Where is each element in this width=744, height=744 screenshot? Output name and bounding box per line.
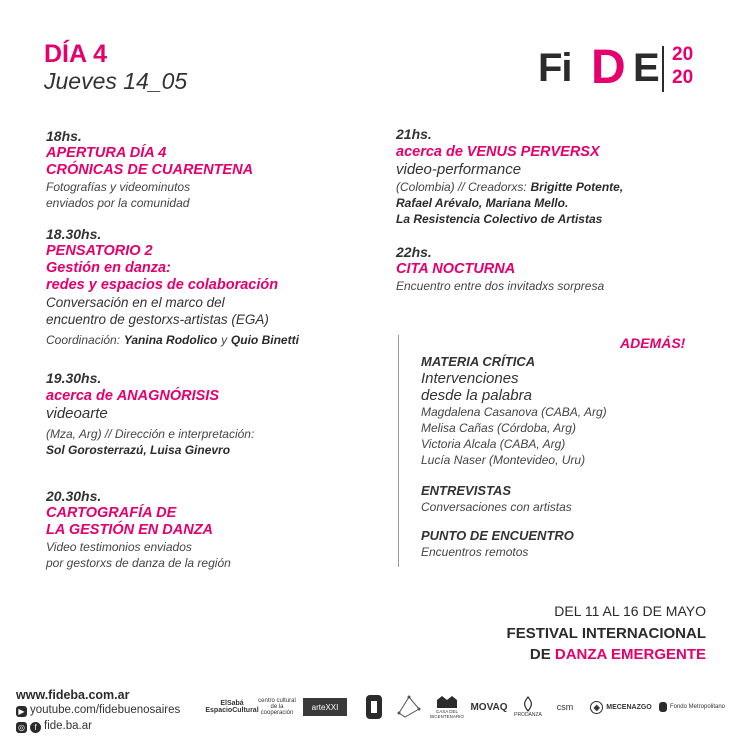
sponsor-logo [393, 692, 425, 722]
event-credit: Coordinación: Yanina Rodolico y Quio Binetti [46, 333, 299, 347]
sponsor-logo: arteXXI [303, 698, 347, 716]
fondo-icon [659, 702, 667, 712]
event-title-line: Gestión en danza: [46, 260, 171, 276]
flame-icon [520, 696, 536, 712]
day-date: Jueves 14_05 [44, 68, 188, 94]
event-credit-line: (Colombia) // Creadorxs: Brigitte Potente, [396, 180, 624, 194]
event-time: 20.30hs. [46, 488, 102, 504]
social-link[interactable]: ◎ f fide.ba.ar [18, 720, 92, 732]
event-title-line: redes y espacios de colaboración [46, 277, 279, 293]
star-network-icon [395, 693, 423, 721]
sponsor-logo: MOVAQ [470, 701, 508, 713]
punto-de-encuentro [421, 527, 574, 560]
mecenazgo-icon: ◈ [590, 701, 603, 714]
sponsor-logo: ElSabá EspacioCultural [205, 700, 259, 714]
event-desc-line: enviados por la comunidad [46, 196, 190, 210]
section-divider [398, 335, 399, 567]
section-title: ENTREVISTAS [421, 483, 512, 498]
festival-dates: DEL 11 AL 16 DE MAYO [554, 603, 706, 619]
event-time: 18.30hs. [46, 226, 102, 242]
event-time: 21hs. [396, 126, 432, 142]
section-desc: Conversaciones con artistas [421, 500, 572, 514]
event-time: 18hs. [46, 128, 82, 144]
instagram-icon: ◎ [16, 722, 27, 733]
ademas-label: ADEMÁS! [620, 335, 686, 351]
person: Victoria Alcala (CABA, Arg) [421, 437, 566, 451]
event-19-30hs [46, 370, 254, 458]
sponsor-logo: ◈ MECENAZGO [590, 692, 652, 722]
person: Magdalena Casanova (CABA, Arg) [421, 405, 607, 419]
entrevistas [421, 482, 572, 515]
event-18-30hs [46, 226, 299, 348]
youtube-link[interactable]: ▶ youtube.com/fidebuenosaires [16, 704, 180, 717]
event-time: 22hs. [396, 244, 432, 260]
emblem-icon [363, 693, 385, 721]
logo-year-bottom: 20 [672, 67, 694, 88]
logo-d: D [591, 41, 626, 94]
festival-name-line1: FESTIVAL INTERNACIONAL [506, 625, 706, 642]
youtube-icon: ▶ [16, 706, 27, 717]
festival-name-line2: DE DANZA EMERGENTE [529, 646, 706, 663]
event-credit: Sol Gorosterrazú, Luisa Ginevro [46, 443, 231, 457]
event-21hs [396, 126, 623, 227]
event-title: acerca de VENUS PERVERSX [396, 144, 600, 160]
logo-divider [662, 46, 664, 92]
event-title-line: PENSATORIO 2 [46, 243, 153, 259]
event-title-line: LA GESTIÓN EN DANZA [46, 522, 214, 538]
event-desc-line: encuentro de gestorxs-artistas (EGA) [46, 312, 269, 327]
logo-year-top: 20 [672, 44, 694, 65]
event-kind: videoarte [46, 405, 108, 422]
event-time: 19.30hs. [46, 370, 102, 386]
event-desc-line: (Mza, Arg) // Dirección e interpretación: [46, 427, 255, 441]
sponsor-logo [362, 692, 386, 722]
event-title: CITA NOCTURNA [396, 261, 516, 277]
section-desc: Encuentros remotos [421, 545, 529, 559]
event-title-line: CARTOGRAFÍA DE [46, 505, 177, 521]
fide-logo [536, 40, 706, 98]
section-title: PUNTO DE ENCUENTRO [421, 528, 574, 543]
event-kind: video-performance [396, 161, 522, 178]
event-desc-line: por gestorxs de danza de la región [46, 556, 231, 570]
event-20-30hs [46, 488, 231, 571]
person: Lucía Naser (Montevideo, Uru) [421, 453, 586, 467]
person: Melisa Cañas (Córdoba, Arg) [421, 421, 576, 435]
logo-e: E [633, 46, 660, 90]
event-desc-line: Video testimonios enviados [46, 540, 192, 554]
sponsor-logo: Fondo Metropolitano [656, 692, 728, 722]
materia-critica [421, 353, 607, 468]
event-credit-line: La Resistencia Colectivo de Artistas [396, 212, 603, 226]
section-title: MATERIA CRÍTICA [421, 354, 536, 369]
event-desc: Encuentro entre dos invitadxs sorpresa [396, 279, 605, 293]
logo-fi: Fi [538, 46, 572, 90]
event-22hs [396, 244, 604, 294]
event-18hs [46, 128, 253, 211]
event-title-line: CRÓNICAS DE CUARENTENA [46, 162, 254, 178]
sponsor-logo: CASA DEL BICENTENARIO [430, 692, 464, 722]
section-sub: Intervenciones [421, 370, 519, 387]
facebook-icon: f [30, 722, 41, 733]
section-sub: desde la palabra [421, 387, 532, 404]
day-title: DÍA 4 [44, 40, 107, 68]
website-link[interactable]: www.fideba.com.ar [16, 688, 130, 702]
event-title-line: APERTURA DÍA 4 [46, 145, 167, 161]
sponsor-logo: centro cultural de la cooperación [258, 698, 296, 716]
sponsor-logo: PRODANZA [514, 692, 542, 722]
building-icon [436, 695, 458, 709]
sponsor-logo: csm [556, 702, 574, 712]
event-desc-line: Conversación en el marco del [46, 295, 225, 310]
event-credit-line: Rafael Arévalo, Mariana Mello. [396, 196, 569, 210]
event-desc-line: Fotografías y videominutos [46, 180, 191, 194]
event-title: acerca de ANAGNÓRISIS [46, 388, 220, 404]
